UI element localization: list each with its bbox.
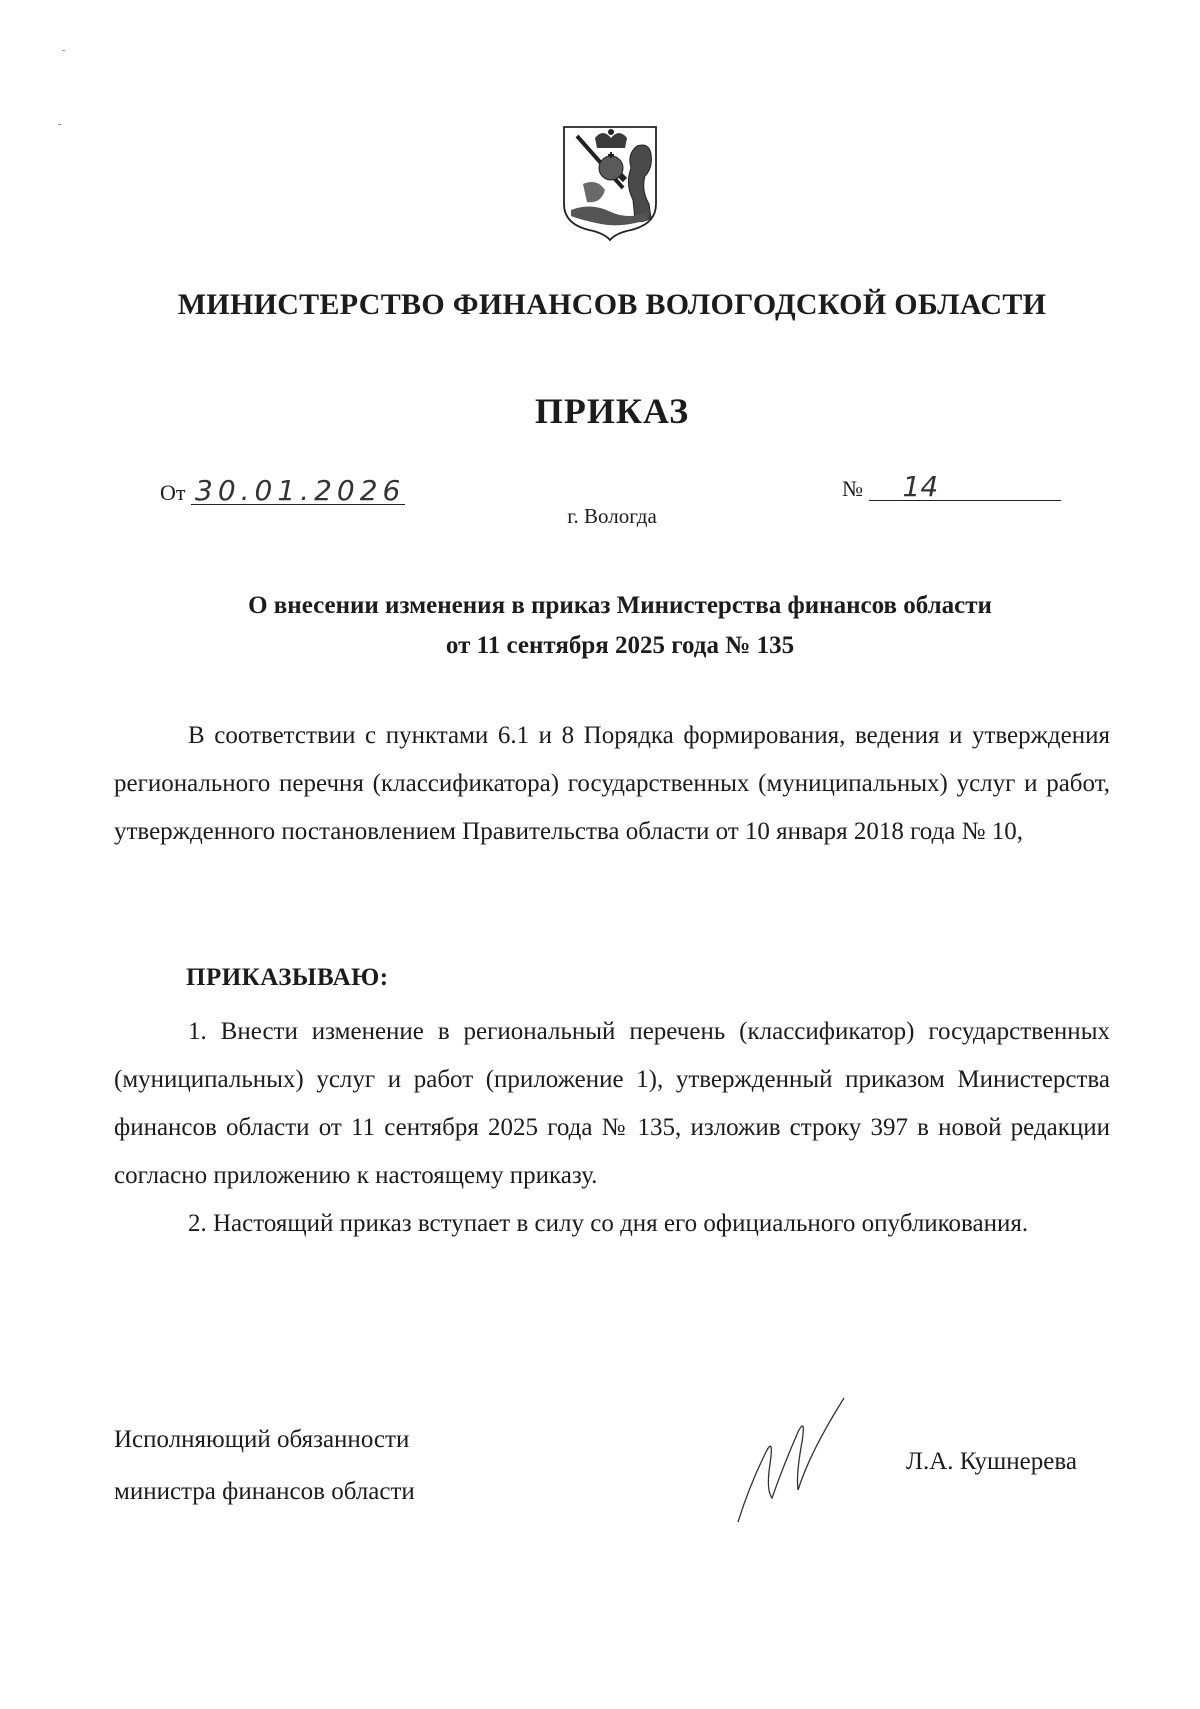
scan-speck [58, 124, 61, 125]
handwritten-signature [736, 1394, 846, 1524]
order-items [114, 1008, 1110, 1248]
preamble [114, 712, 1110, 856]
order-date [160, 474, 406, 507]
date-prefix: От [160, 480, 186, 505]
order-item-2: 2. Настоящий приказ вступает в силу со дня его официального опубликования. [188, 1210, 1029, 1237]
date-value: 30.01.2026 [191, 478, 405, 505]
subject-line-2: от 11 сентября 2025 года № 135 [445, 632, 795, 659]
ministry-name: МИНИСТЕРСТВО ФИНАНСОВ ВОЛОГОДСКОЙ ОБЛАСТИ [177, 288, 1047, 321]
coat-of-arms-emblem [561, 124, 659, 242]
order-item-1: 1. Внести изменение в региональный перечень (классификатор) государственных (муниципальных) услуг и работ (приложение 1), утвержденный приказом Министерства финансов области от 11 сентября 2025 года № 135, изложив строку 397 в новой редакции согласно приложению к настоящему приказу. [114, 1018, 1110, 1189]
number-value: 14 [869, 474, 1061, 501]
number-prefix: № [842, 476, 863, 501]
city: г. Вологда [567, 504, 657, 528]
position-line-2: министра финансов области [114, 1478, 415, 1505]
subject-line-1: О внесении изменения в приказ Министерства финансов области [248, 592, 992, 619]
signatory-position [114, 1414, 415, 1518]
signatory-name: Л.А. Кушнерева [906, 1448, 1077, 1475]
preamble-text: В соответствии с пунктами 6.1 и 8 Порядка формирования, ведения и утверждения регионального перечня (классификатора) государственных (муниципальных) услуг и работ, утвержденного постановлением Правительства области от 10 января 2018 года № 10, [114, 722, 1110, 845]
position-line-1: Исполняющий обязанности [114, 1426, 410, 1453]
order-title: ПРИКАЗ [534, 391, 690, 431]
order-number [842, 470, 1061, 503]
scan-speck [62, 50, 65, 51]
decree-word: ПРИКАЗЫВАЮ: [186, 964, 389, 991]
order-subject [180, 586, 1060, 666]
